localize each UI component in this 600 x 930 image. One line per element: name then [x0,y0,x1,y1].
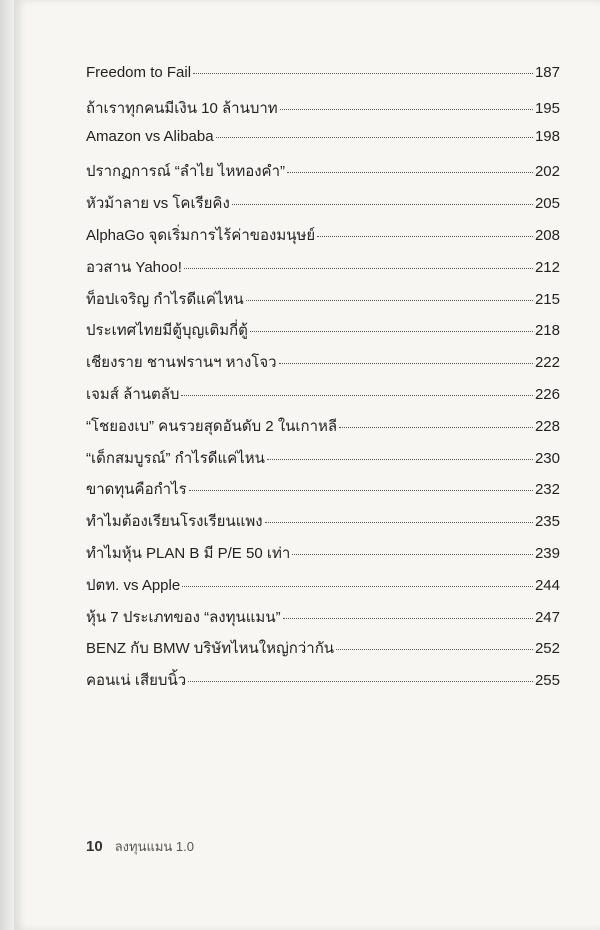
toc-entry-page: 195 [534,99,560,117]
toc-entry-title: ถ้าเราทุกคนมีเงิน 10 ล้านบาท [86,99,278,117]
toc-leader-dots [287,172,533,173]
toc-entry-page: 244 [534,576,560,594]
toc-entry[interactable] [86,477,560,509]
toc-entry-page: 228 [534,417,560,435]
table-of-contents [86,64,560,700]
toc-entry-page: 212 [534,258,560,276]
toc-leader-dots [280,109,533,110]
toc-leader-dots [265,522,533,523]
toc-entry[interactable] [86,350,560,382]
toc-leader-dots [232,204,533,205]
toc-entry-title: ปตท. vs Apple [86,576,181,594]
toc-entry-title: Amazon vs Alibaba [86,127,214,145]
toc-leader-dots [193,73,533,74]
toc-leader-dots [189,490,533,491]
toc-leader-dots [279,363,533,364]
toc-entry-page: 239 [534,544,560,562]
toc-entry[interactable] [86,446,560,478]
toc-entry-page: 187 [534,64,560,81]
toc-entry[interactable] [86,318,560,350]
toc-entry-title: คอนเน่ เสียบนิ้ว [86,672,187,690]
toc-leader-dots [267,459,533,460]
toc-entry[interactable] [86,64,560,96]
toc-leader-dots [181,395,533,396]
toc-entry-page: 232 [534,481,560,499]
toc-entry[interactable] [86,255,560,287]
toc-entry-title: อวสาน Yahoo! [86,258,182,276]
toc-entry-page: 215 [534,290,560,308]
toc-entry-page: 198 [534,127,560,145]
toc-entry-title: AlphaGo จุดเริ่มการไร้ค่าของมนุษย์ [86,226,316,244]
toc-entry-page: 252 [534,640,560,658]
page-footer [86,836,194,857]
toc-entry[interactable] [86,159,560,191]
toc-entry-title: ทำไมหุ้น PLAN B มี P/E 50 เท่า [86,544,291,562]
toc-leader-dots [188,681,533,682]
toc-entry-title: หัวม้าลาย vs โคเรียคิง [86,195,230,213]
toc-entry-title: “เด็กสมบูรณ์” กำไรดีแค่ไหน [86,449,265,467]
toc-entry-title: ทำไมต้องเรียนโรงเรียนแพง [86,513,263,531]
toc-entry[interactable] [86,636,560,668]
toc-entry-page: 218 [534,322,560,340]
toc-entry-page: 208 [534,226,560,244]
toc-leader-dots [317,236,533,237]
toc-leader-dots [292,554,533,555]
toc-entry[interactable] [86,223,560,255]
toc-entry-title: ประเทศไทยมีตู้บุญเติมกี่ตู้ [86,322,248,340]
toc-entry-page: 255 [534,672,560,690]
toc-leader-dots [336,649,533,650]
toc-leader-dots [216,137,533,138]
toc-leader-dots [339,427,533,428]
toc-entry[interactable] [86,573,560,605]
toc-entry[interactable] [86,128,560,160]
toc-entry-title: ปรากฏการณ์ “ลำไย ไหทองคำ” [86,163,286,181]
toc-entry-page: 247 [534,608,560,626]
toc-entry[interactable] [86,509,560,541]
toc-entry-title: BENZ กับ BMW บริษัทไหนใหญ่กว่ากัน [86,640,335,658]
toc-leader-dots [182,586,533,587]
toc-entry-page: 222 [534,354,560,372]
toc-entry-title: ขาดทุนคือกำไร [86,481,187,499]
toc-entry-title: ท็อปเจริญ กำไรดีแค่ไหน [86,290,244,308]
toc-entry[interactable] [86,605,560,637]
toc-leader-dots [250,331,533,332]
page-edge [0,0,14,930]
toc-entry[interactable] [86,287,560,319]
toc-entry-title: Freedom to Fail [86,64,192,81]
toc-leader-dots [184,268,533,269]
toc-entry[interactable] [86,382,560,414]
toc-entry-page: 202 [534,163,560,181]
toc-entry-page: 235 [534,513,560,531]
toc-entry-page: 226 [534,385,560,403]
toc-entry[interactable] [86,668,560,700]
toc-entry-page: 230 [534,449,560,467]
toc-leader-dots [283,618,533,619]
toc-entry-page: 205 [534,195,560,213]
toc-entry-title: เจมส์ ล้านตลับ [86,385,180,403]
toc-entry[interactable] [86,541,560,573]
toc-entry-title: “โชยองเบ” คนรวยสุดอันดับ 2 ในเกาหลี [86,417,338,435]
toc-entry[interactable] [86,414,560,446]
toc-entry[interactable] [86,96,560,128]
toc-entry-title: หุ้น 7 ประเภทของ “ลงทุนแมน” [86,608,281,626]
toc-entry[interactable] [86,191,560,223]
page-number: 10 [86,838,103,855]
toc-leader-dots [246,300,533,301]
toc-entry-title: เชียงราย ชานฟรานฯ หางโจว [86,354,277,372]
running-head: ลงทุนแมน 1.0 [114,839,194,854]
